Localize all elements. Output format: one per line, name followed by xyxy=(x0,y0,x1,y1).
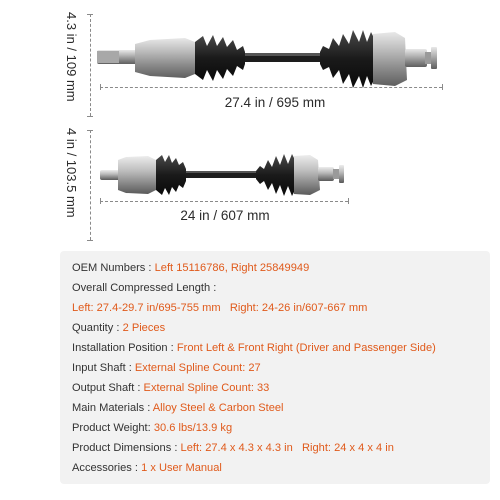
spec-compressed-length-values: Left: 27.4-29.7 in/695-755 mm Right: 24-26 in/607-667 mm xyxy=(72,302,368,314)
long-shaft-length-label: 27.4 in / 695 mm xyxy=(224,95,326,110)
spec-accessories: Accessories : 1 x User Manual xyxy=(72,462,222,474)
spec-oem-numbers: OEM Numbers : Left 15116786, Right 25849949 xyxy=(72,262,310,274)
long-shaft-height-line xyxy=(90,14,91,116)
spec-input-shaft: Input Shaft : External Spline Count: 27 xyxy=(72,362,261,374)
spec-output-shaft: Output Shaft : External Spline Count: 33 xyxy=(72,382,270,394)
spec-compressed-length: Overall Compressed Length : xyxy=(72,282,217,294)
spec-product-dimensions: Product Dimensions : Left: 27.4 x 4.3 x 4.3 in Right: 24 x 4 x 4 in xyxy=(72,442,394,454)
short-shaft-height-line xyxy=(90,130,91,240)
short-shaft-height-label: 4 in / 103.5 mm xyxy=(64,128,79,218)
specifications-panel xyxy=(60,251,490,484)
long-shaft-length-line xyxy=(100,87,442,88)
spec-product-weight: Product Weight: 30.6 lbs/13.9 kg xyxy=(72,422,233,434)
spec-installation-position: Installation Position : Front Left & Front Right (Driver and Passenger Side) xyxy=(72,342,436,354)
spec-main-materials: Main Materials : Alloy Steel & Carbon Steel xyxy=(72,402,284,414)
long-axle-shaft-image xyxy=(95,22,445,102)
spec-quantity: Quantity : 2 Pieces xyxy=(72,322,166,334)
long-shaft-height-label: 4.3 in / 109 mm xyxy=(64,12,79,102)
short-shaft-length-label: 24 in / 607 mm xyxy=(180,208,270,223)
short-axle-shaft-image xyxy=(98,150,358,200)
short-shaft-length-line xyxy=(100,201,348,202)
